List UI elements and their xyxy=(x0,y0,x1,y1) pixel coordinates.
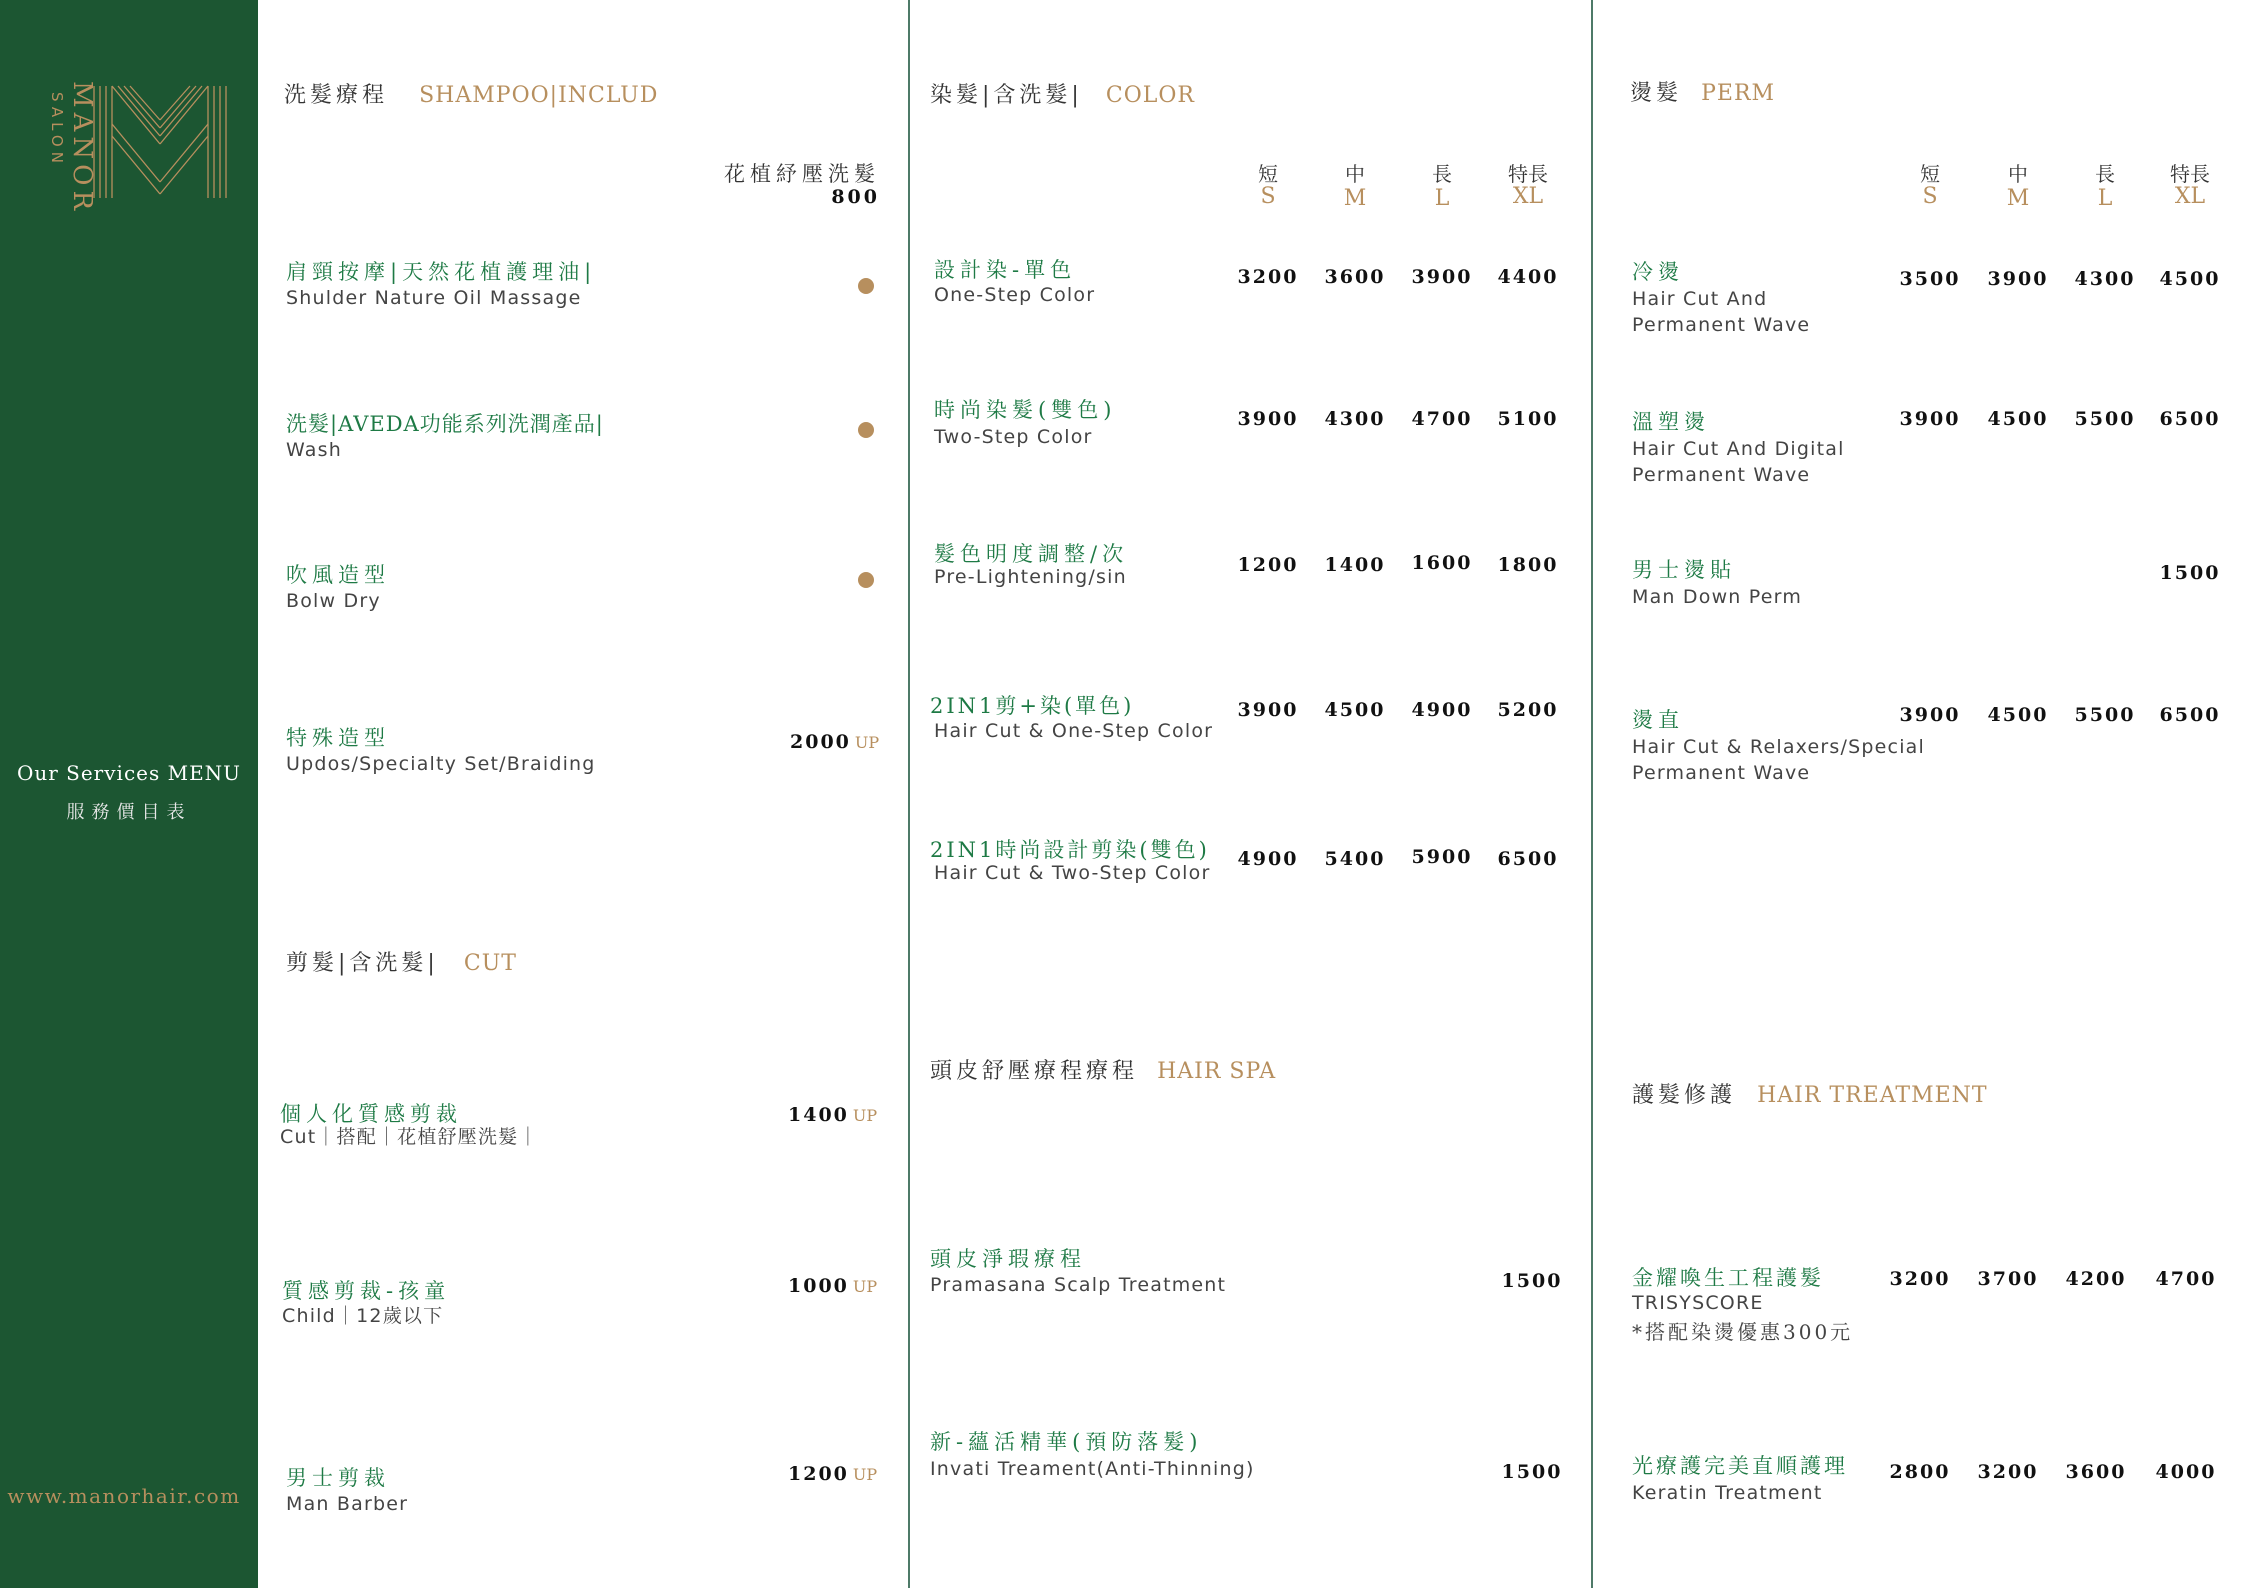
size-header-en: S xyxy=(1260,184,1276,209)
price-l: 1600 xyxy=(1411,552,1473,574)
shampoo-header-label: 花植紓壓洗髮 xyxy=(724,162,880,186)
price-suffix: UP xyxy=(852,1465,878,1484)
price-s: 3200 xyxy=(1889,1268,1951,1290)
price-s: 3900 xyxy=(1899,704,1961,726)
price-l: 4700 xyxy=(1411,408,1473,430)
price-value: 1200 xyxy=(788,1463,849,1485)
service-name-zh: 新-蘊活精華(預防落髮) xyxy=(930,1430,1203,1454)
section-title-en: PERM xyxy=(1701,81,1776,106)
included-dot-icon xyxy=(858,422,874,438)
price-l: 4200 xyxy=(2065,1268,2127,1290)
price-xl: 1800 xyxy=(1497,554,1559,576)
service-name-zh: 2IN1時尚設計剪染(雙色) xyxy=(930,838,1210,862)
service-name-zh: 設計染-單色 xyxy=(934,258,1077,282)
service-name-en: Hair Cut And Digital xyxy=(1632,438,1845,460)
section-title-zh: 染髮|含洗髮| xyxy=(930,83,1083,108)
color-section-title xyxy=(930,78,1195,109)
size-header-zh: 中 xyxy=(2008,162,2028,186)
service-price xyxy=(788,1463,877,1485)
section-title-zh: 剪髮|含洗髮| xyxy=(286,951,439,976)
service-name-en: TRISYSCORE xyxy=(1632,1292,1764,1314)
size-header-zh: 長 xyxy=(1432,162,1452,186)
service-name-en: Hair Cut & Relaxers/Special xyxy=(1632,736,1925,758)
size-header-zh: 長 xyxy=(2095,162,2115,186)
shampoo-section-title xyxy=(284,78,658,109)
service-name-en-line2: Permanent Wave xyxy=(1632,762,1811,784)
section-title-zh: 護髮修護 xyxy=(1632,1083,1737,1108)
size-header-en: S xyxy=(1922,184,1938,209)
price-suffix: UP xyxy=(852,1277,878,1296)
section-title-zh: 洗髮療程 xyxy=(284,83,389,108)
shampoo-header-price: 800 xyxy=(831,186,880,208)
spa-section-title xyxy=(930,1054,1276,1085)
price-l: 5900 xyxy=(1411,846,1473,868)
price-xl: 4400 xyxy=(1497,266,1559,288)
size-header-en: M xyxy=(2006,186,2030,211)
service-name-zh: 男士剪裁 xyxy=(286,1466,390,1490)
price-s: 2800 xyxy=(1889,1461,1951,1483)
price-m: 3200 xyxy=(1977,1461,2039,1483)
price-l: 4900 xyxy=(1411,699,1473,721)
price-s: 1200 xyxy=(1237,554,1299,576)
service-name-zh: 個人化質感剪裁 xyxy=(280,1102,462,1126)
service-name-zh: 肩頸按摩|天然花植護理油| xyxy=(286,260,597,284)
column-divider xyxy=(908,0,910,1588)
price-suffix: UP xyxy=(854,733,880,752)
price-l: 5500 xyxy=(2074,408,2136,430)
logo-m-icon xyxy=(90,84,232,200)
price-s: 3500 xyxy=(1899,268,1961,290)
price-xl: 4700 xyxy=(2155,1268,2217,1290)
price-m: 3900 xyxy=(1987,268,2049,290)
service-name-en: Pramasana Scalp Treatment xyxy=(930,1274,1227,1296)
service-name-en: Updos/Specialty Set/Braiding xyxy=(286,753,596,775)
service-name-en: Bolw Dry xyxy=(286,590,381,612)
service-name-zh: 2IN1剪+染(單色) xyxy=(930,694,1135,718)
menu-title: Our Services MENU xyxy=(16,761,242,785)
section-title-en: SHAMPOO|INCLUD xyxy=(419,83,659,108)
service-name-en: Hair Cut And xyxy=(1632,288,1768,310)
price-m: 4500 xyxy=(1324,699,1386,721)
logo-text: MANOR xyxy=(67,81,97,216)
service-name-zh: 時尚染髮(雙色) xyxy=(934,398,1117,422)
service-name-en: Invati Treament(Anti-Thinning) xyxy=(930,1458,1255,1480)
price-m: 4500 xyxy=(1987,704,2049,726)
price-xl: 5200 xyxy=(1497,699,1559,721)
price-value: 1000 xyxy=(788,1275,849,1297)
size-header-zh: 短 xyxy=(1258,162,1278,186)
spa-price: 1500 xyxy=(1501,1461,1563,1483)
service-name-zh: 溫塑燙 xyxy=(1632,410,1710,434)
price-xl: 6500 xyxy=(1497,848,1559,870)
size-header-en: M xyxy=(1343,186,1367,211)
section-title-en: HAIR TREATMENT xyxy=(1757,1083,1988,1108)
price-m: 3600 xyxy=(1324,266,1386,288)
price-value: 1400 xyxy=(788,1104,849,1126)
service-name-zh: 頭皮淨瑕療程 xyxy=(930,1247,1086,1271)
size-header-en: L xyxy=(2097,186,2113,211)
treatment-section-title xyxy=(1632,1078,1988,1109)
service-name-en: One-Step Color xyxy=(934,284,1096,306)
price-l: 5500 xyxy=(2074,704,2136,726)
logo-subtext: SALON xyxy=(48,92,66,168)
service-name-zh: 洗髮|AVEDA功能系列洗潤產品| xyxy=(286,412,604,436)
price-m: 4500 xyxy=(1987,408,2049,430)
price-m: 3700 xyxy=(1977,1268,2039,1290)
section-title-en: HAIR SPA xyxy=(1157,1059,1277,1084)
service-name-en: Wash xyxy=(286,439,342,461)
service-name-en: Pre-Lightening/sin xyxy=(934,566,1127,588)
size-header-zh: 短 xyxy=(1920,162,1940,186)
service-name-zh: 吹風造型 xyxy=(286,563,390,587)
service-price xyxy=(788,1275,877,1297)
section-title-en: COLOR xyxy=(1105,83,1196,108)
service-name-en: Keratin Treatment xyxy=(1632,1482,1823,1504)
price-s: 3900 xyxy=(1237,408,1299,430)
price-l: 3900 xyxy=(1411,266,1473,288)
section-title-en: CUT xyxy=(463,951,517,976)
service-name-zh: 男士燙貼 xyxy=(1632,558,1736,582)
section-title-zh: 頭皮舒壓療程療程 xyxy=(930,1059,1139,1084)
website-link[interactable]: www.manorhair.com xyxy=(7,1484,241,1508)
cut-section-title xyxy=(286,946,517,977)
price-l: 4300 xyxy=(2074,268,2136,290)
price-s: 3900 xyxy=(1899,408,1961,430)
service-name-en: Shulder Nature Oil Massage xyxy=(286,287,582,309)
spa-price: 1500 xyxy=(1501,1270,1563,1292)
price-s: 3900 xyxy=(1237,699,1299,721)
price-value: 2000 xyxy=(790,731,851,753)
column-divider xyxy=(1591,0,1593,1588)
service-name-zh: 髮色明度調整/次 xyxy=(934,542,1129,566)
price-s: 4900 xyxy=(1237,848,1299,870)
included-dot-icon xyxy=(858,572,874,588)
price-xl: 4500 xyxy=(2159,268,2221,290)
service-name-en: Man Barber xyxy=(286,1493,409,1515)
service-name-en: Man Down Perm xyxy=(1632,586,1803,608)
price-s: 3200 xyxy=(1237,266,1299,288)
price-m: 4300 xyxy=(1324,408,1386,430)
service-name-en: Hair Cut & One-Step Color xyxy=(934,720,1214,742)
service-name-zh: 質感剪裁-孩童 xyxy=(282,1279,451,1303)
size-header-en: XL xyxy=(1512,184,1544,209)
price-xl: 4000 xyxy=(2155,1461,2217,1483)
service-name-zh: 冷燙 xyxy=(1632,260,1684,284)
price-xl: 1500 xyxy=(2159,562,2221,584)
service-name-zh: 燙直 xyxy=(1632,708,1684,732)
size-header-zh: 特長 xyxy=(2170,162,2210,186)
service-note: *搭配染燙優惠300元 xyxy=(1632,1320,1854,1344)
perm-section-title xyxy=(1630,76,1775,107)
price-suffix: UP xyxy=(852,1106,878,1125)
size-header-zh: 特長 xyxy=(1508,162,1548,186)
price-xl: 6500 xyxy=(2159,704,2221,726)
price-xl: 6500 xyxy=(2159,408,2221,430)
service-price xyxy=(790,731,879,753)
menu-subtitle: 服務價目表 xyxy=(66,802,192,823)
service-name-en-line2: Permanent Wave xyxy=(1632,314,1811,336)
service-name-en: Two-Step Color xyxy=(934,426,1093,448)
service-name-en: Child｜12歲以下 xyxy=(282,1305,444,1327)
size-header-en: XL xyxy=(2174,184,2206,209)
service-name-zh: 特殊造型 xyxy=(286,726,390,750)
sidebar xyxy=(0,0,258,1588)
service-name-en-line2: Permanent Wave xyxy=(1632,464,1811,486)
price-xl: 5100 xyxy=(1497,408,1559,430)
included-dot-icon xyxy=(858,278,874,294)
price-m: 1400 xyxy=(1324,554,1386,576)
size-header-en: L xyxy=(1434,186,1450,211)
size-header-zh: 中 xyxy=(1345,162,1365,186)
service-name-zh: 光療護完美直順護理 xyxy=(1632,1454,1848,1478)
service-name-en: Hair Cut & Two-Step Color xyxy=(934,862,1211,884)
price-l: 3600 xyxy=(2065,1461,2127,1483)
brand-logo xyxy=(22,81,232,216)
service-name-en: Cut｜搭配｜花植舒壓洗髮｜ xyxy=(280,1126,539,1148)
service-name-zh: 金耀喚生工程護髮 xyxy=(1632,1266,1824,1290)
section-title-zh: 燙髮 xyxy=(1630,81,1683,106)
price-m: 5400 xyxy=(1324,848,1386,870)
service-price xyxy=(788,1104,877,1126)
